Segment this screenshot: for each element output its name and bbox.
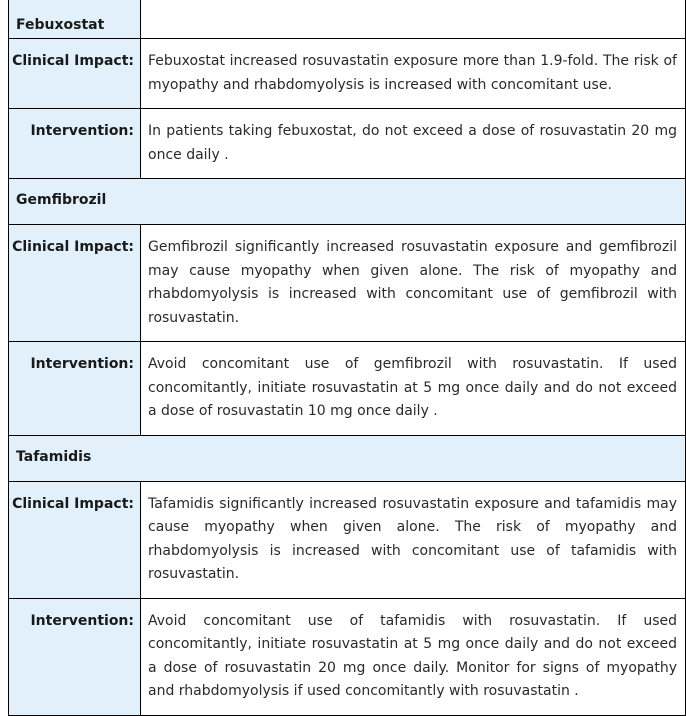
- intervention-label: Intervention:: [9, 598, 141, 715]
- clinical-impact-row: [9, 39, 686, 109]
- intervention-text: In patients taking febuxostat, do not exceed a dose of rosuvastatin 20 mg once daily .: [141, 109, 686, 179]
- clinical-impact-label: Clinical Impact:: [9, 39, 141, 109]
- drug-interaction-table: [8, 0, 686, 716]
- intervention-text: Avoid concomitant use of gemfibrozil with rosuvastatin. If used concomitantly, initiate rosuvastatin at 5 mg once daily and do not exceed a dose of rosuvastatin 10 mg once daily .: [141, 342, 686, 436]
- intervention-row: [9, 109, 686, 179]
- drug-header-row: [9, 435, 686, 481]
- intervention-label: Intervention:: [9, 342, 141, 436]
- clinical-impact-text: Febuxostat increased rosuvastatin exposure more than 1.9-fold. The risk of myopathy and rhabdomyolysis is increased with concomitant use.: [141, 39, 686, 109]
- drug-name: Febuxostat: [9, 0, 141, 39]
- drug-header-row: [9, 179, 686, 225]
- drug-header-blank: [141, 0, 686, 39]
- clinical-impact-row: [9, 481, 686, 598]
- intervention-row: [9, 342, 686, 436]
- intervention-text: Avoid concomitant use of tafamidis with rosuvastatin. If used concomitantly, initiate rosuvastatin at 5 mg once daily and do not exceed a dose of rosuvastatin 20 mg once daily. Monitor for signs of myopathy and rhabdomyolysis if used concomitantly with rosuvastatin .: [141, 598, 686, 715]
- intervention-label: Intervention:: [9, 109, 141, 179]
- drug-header-row: [9, 0, 686, 39]
- clinical-impact-label: Clinical Impact:: [9, 225, 141, 342]
- clinical-impact-text: Gemfibrozil significantly increased rosuvastatin exposure and gemfibrozil may cause myopathy when given alone. The risk of myopathy and rhabdomyolysis is increased with concomitant use of gemfibrozil with rosuvastatin.: [141, 225, 686, 342]
- clinical-impact-text: Tafamidis significantly increased rosuvastatin exposure and tafamidis may cause myopathy when given alone. The risk of myopathy and rhabdomyolysis is increased with concomitant use of tafamidis with rosuvastatin.: [141, 481, 686, 598]
- intervention-row: [9, 598, 686, 715]
- clinical-impact-label: Clinical Impact:: [9, 481, 141, 598]
- drug-name: Tafamidis: [9, 435, 686, 481]
- drug-name: Gemfibrozil: [9, 179, 686, 225]
- clinical-impact-row: [9, 225, 686, 342]
